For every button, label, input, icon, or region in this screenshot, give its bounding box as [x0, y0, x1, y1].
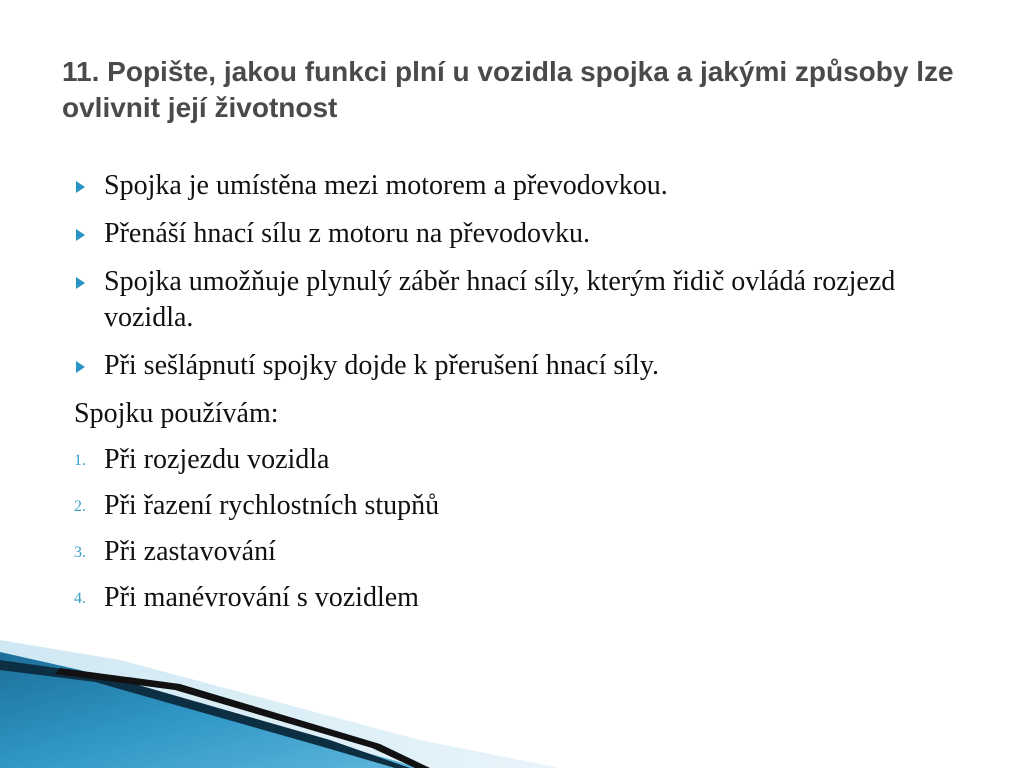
bullet-item	[74, 216, 974, 252]
bullet-item	[74, 168, 974, 204]
numbered-text: Při řazení rychlostních stupňů	[104, 490, 440, 521]
subheading: Spojku používám:	[74, 398, 279, 429]
bullet-list	[74, 168, 974, 384]
numbered-item	[74, 534, 974, 570]
bullet-item	[74, 264, 974, 336]
blue-wave-shape	[0, 652, 420, 768]
number-marker: 1.	[74, 452, 86, 469]
numbered-list	[74, 442, 974, 616]
numbered-item	[74, 442, 974, 478]
numbered-item	[74, 488, 974, 524]
number-marker: 4.	[74, 590, 86, 607]
numbered-text: Při rozjezdu vozidla	[104, 444, 330, 475]
black-wave-shape	[55, 668, 430, 768]
bullet-item	[74, 348, 974, 384]
triangle-right-icon	[76, 181, 85, 193]
triangle-right-icon	[76, 361, 85, 373]
slide-content	[74, 168, 974, 626]
numbered-text: Při manévrování s vozidlem	[104, 582, 419, 613]
dark-wave-shape	[0, 660, 410, 768]
triangle-right-icon	[76, 277, 85, 289]
triangle-right-icon	[76, 229, 85, 241]
bullet-text: Při sešlápnutí spojky dojde k přerušení hnací síly.	[104, 350, 659, 381]
slide-title: 11. Popište, jakou funkci plní u vozidla spojka a jakými způsoby lze ovlivnit její životnost	[62, 56, 954, 123]
numbered-text: Při zastavování	[104, 536, 276, 567]
bullet-text: Přenáší hnací sílu z motoru na převodovku.	[104, 218, 591, 249]
number-marker: 2.	[74, 498, 86, 515]
bullet-text: Spojka je umístěna mezi motorem a převodovkou.	[104, 170, 668, 201]
number-marker: 3.	[74, 544, 86, 561]
numbered-item	[74, 580, 974, 616]
bullet-text: Spojka umožňuje plynulý záběr hnací síly, kterým řidič ovládá rozjezd vozidla.	[104, 266, 896, 333]
light-wave-shape	[0, 640, 560, 768]
